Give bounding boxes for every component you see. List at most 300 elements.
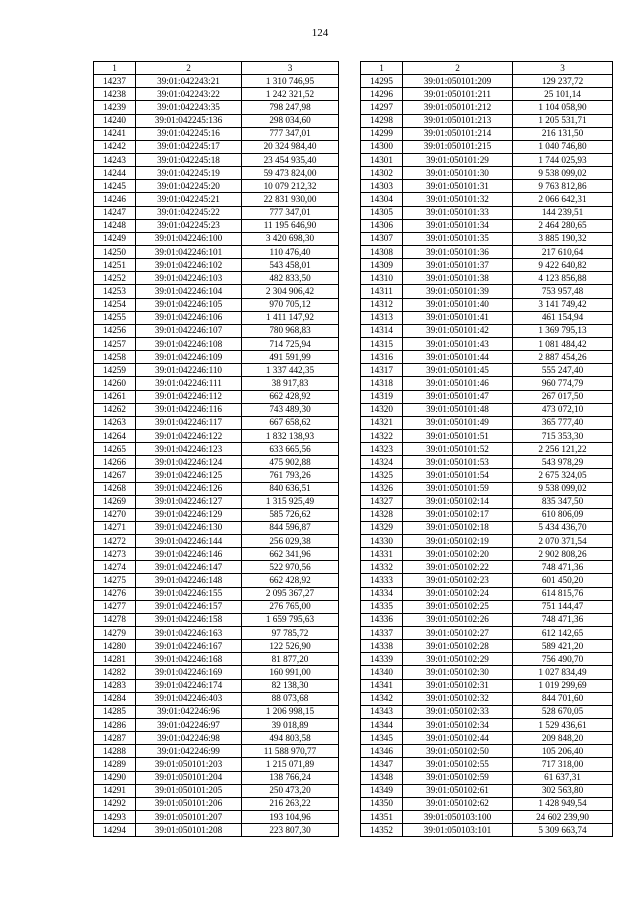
row-number-cell: 14339 (361, 653, 403, 666)
row-number-cell: 14295 (361, 75, 403, 88)
table-row (361, 377, 613, 390)
cadastral-number-cell: 39:01:042246:104 (136, 285, 242, 298)
table-row (361, 719, 613, 732)
row-number-cell: 14278 (94, 613, 136, 626)
row-number-cell: 14303 (361, 180, 403, 193)
cadastral-number-cell: 39:01:050101:43 (403, 337, 513, 350)
row-number-cell: 14265 (94, 443, 136, 456)
table-row (361, 456, 613, 469)
cadastral-number-cell: 39:01:042243:35 (136, 101, 242, 114)
cadastral-number-cell: 39:01:050101:209 (403, 75, 513, 88)
row-number-cell: 14333 (361, 574, 403, 587)
table-row (361, 429, 613, 442)
row-number-cell: 14352 (361, 824, 403, 837)
table-row (361, 666, 613, 679)
cadastral-number-cell: 39:01:050102:18 (403, 521, 513, 534)
table-row (361, 705, 613, 718)
value-cell: 780 968,83 (242, 324, 339, 337)
value-cell: 585 726,62 (242, 508, 339, 521)
cadastral-number-cell: 39:01:042246:100 (136, 232, 242, 245)
value-cell: 88 073,68 (242, 692, 339, 705)
table-row (94, 535, 339, 548)
table-row (94, 443, 339, 456)
cadastral-number-cell: 39:01:042245:17 (136, 140, 242, 153)
value-cell: 601 450,20 (513, 574, 613, 587)
table-row (94, 127, 339, 140)
table-row (94, 719, 339, 732)
row-number-cell: 14242 (94, 140, 136, 153)
cadastral-number-cell: 39:01:050101:214 (403, 127, 513, 140)
value-cell: 2 095 367,27 (242, 587, 339, 600)
cadastral-number-cell: 39:01:050101:49 (403, 416, 513, 429)
cadastral-number-cell: 39:01:050102:61 (403, 784, 513, 797)
row-number-cell: 14320 (361, 403, 403, 416)
table-row (94, 245, 339, 258)
cadastral-number-cell: 39:01:050102:34 (403, 719, 513, 732)
cadastral-number-cell: 39:01:050101:39 (403, 285, 513, 298)
value-cell: 491 591,99 (242, 351, 339, 364)
row-number-cell: 14304 (361, 193, 403, 206)
row-number-cell: 14250 (94, 245, 136, 258)
row-number-cell: 14290 (94, 771, 136, 784)
row-number-cell: 14289 (94, 758, 136, 771)
table-row (94, 561, 339, 574)
table-row (361, 482, 613, 495)
row-number-cell: 14263 (94, 416, 136, 429)
header-cell-3: 3 (513, 62, 613, 75)
value-cell: 365 777,40 (513, 416, 613, 429)
table-row (94, 219, 339, 232)
cadastral-number-cell: 39:01:042243:21 (136, 75, 242, 88)
table-row (361, 627, 613, 640)
table-row (361, 600, 613, 613)
cadastral-number-cell: 39:01:042246:107 (136, 324, 242, 337)
value-cell: 1 411 147,92 (242, 311, 339, 324)
cadastral-number-cell: 39:01:050102:22 (403, 561, 513, 574)
row-number-cell: 14253 (94, 285, 136, 298)
value-cell: 61 637,31 (513, 771, 613, 784)
row-number-cell: 14315 (361, 337, 403, 350)
table-row (94, 600, 339, 613)
cadastral-number-cell: 39:01:042246:155 (136, 587, 242, 600)
row-number-cell: 14335 (361, 600, 403, 613)
cadastral-number-cell: 39:01:050102:59 (403, 771, 513, 784)
header-cell-3: 3 (242, 62, 339, 75)
value-cell: 717 318,00 (513, 758, 613, 771)
value-cell: 97 785,72 (242, 627, 339, 640)
cadastral-number-cell: 39:01:050101:53 (403, 456, 513, 469)
row-number-cell: 14326 (361, 482, 403, 495)
cadastral-number-cell: 39:01:042246:117 (136, 416, 242, 429)
table-row (94, 705, 339, 718)
value-cell: 217 610,64 (513, 245, 613, 258)
table-row (94, 824, 339, 837)
row-number-cell: 14298 (361, 114, 403, 127)
table-row (361, 272, 613, 285)
table-row (361, 495, 613, 508)
row-number-cell: 14276 (94, 587, 136, 600)
row-number-cell: 14306 (361, 219, 403, 232)
table-row (361, 101, 613, 114)
cadastral-number-cell: 39:01:050101:211 (403, 88, 513, 101)
value-cell: 302 563,80 (513, 784, 613, 797)
value-cell: 38 917,83 (242, 377, 339, 390)
row-number-cell: 14338 (361, 640, 403, 653)
table-row (94, 285, 339, 298)
table-row (361, 784, 613, 797)
table-row (94, 403, 339, 416)
row-number-cell: 14244 (94, 167, 136, 180)
table-row (361, 351, 613, 364)
value-cell: 1 744 025,93 (513, 153, 613, 166)
cadastral-number-cell: 39:01:050101:46 (403, 377, 513, 390)
row-number-cell: 14350 (361, 797, 403, 810)
cadastral-number-cell: 39:01:050101:203 (136, 758, 242, 771)
row-number-cell: 14310 (361, 272, 403, 285)
row-number-cell: 14237 (94, 75, 136, 88)
table-row (94, 88, 339, 101)
value-cell: 844 701,60 (513, 692, 613, 705)
value-cell: 9 763 812,86 (513, 180, 613, 193)
table-row (361, 75, 613, 88)
row-number-cell: 14288 (94, 745, 136, 758)
value-cell: 2 902 808,26 (513, 548, 613, 561)
cadastral-number-cell: 39:01:042246:122 (136, 429, 242, 442)
row-number-cell: 14330 (361, 535, 403, 548)
cadastral-number-cell: 39:01:042246:111 (136, 377, 242, 390)
row-number-cell: 14271 (94, 521, 136, 534)
value-cell: 667 658,62 (242, 416, 339, 429)
value-cell: 1 242 321,52 (242, 88, 339, 101)
row-number-cell: 14332 (361, 561, 403, 574)
cadastral-number-cell: 39:01:050101:29 (403, 153, 513, 166)
cadastral-number-cell: 39:01:042245:136 (136, 114, 242, 127)
value-cell: 138 766,24 (242, 771, 339, 784)
table-row (361, 337, 613, 350)
row-number-cell: 14239 (94, 101, 136, 114)
value-cell: 555 247,40 (513, 364, 613, 377)
cadastral-number-cell: 39:01:042246:168 (136, 653, 242, 666)
table-row (94, 180, 339, 193)
cadastral-number-cell: 39:01:050102:29 (403, 653, 513, 666)
value-cell: 714 725,94 (242, 337, 339, 350)
cadastral-number-cell: 39:01:050102:26 (403, 613, 513, 626)
cadastral-number-cell: 39:01:050102:20 (403, 548, 513, 561)
value-cell: 5 309 663,74 (513, 824, 613, 837)
table-row (361, 732, 613, 745)
value-cell: 844 596,87 (242, 521, 339, 534)
cadastral-number-cell: 39:01:042246:99 (136, 745, 242, 758)
value-cell: 9 538 099,02 (513, 482, 613, 495)
cadastral-number-cell: 39:01:042246:102 (136, 259, 242, 272)
cadastral-number-cell: 39:01:042246:163 (136, 627, 242, 640)
value-cell: 612 142,65 (513, 627, 613, 640)
cadastral-number-cell: 39:01:050101:40 (403, 298, 513, 311)
row-number-cell: 14324 (361, 456, 403, 469)
value-cell: 298 034,60 (242, 114, 339, 127)
row-number-cell: 14293 (94, 811, 136, 824)
table-row (361, 206, 613, 219)
row-number-cell: 14307 (361, 232, 403, 245)
table-row (94, 324, 339, 337)
cadastral-number-cell: 39:01:050102:55 (403, 758, 513, 771)
table-row (361, 88, 613, 101)
cadastral-number-cell: 39:01:050101:45 (403, 364, 513, 377)
row-number-cell: 14285 (94, 705, 136, 718)
table-header-row (94, 62, 339, 75)
cadastral-number-cell: 39:01:050101:44 (403, 351, 513, 364)
table-row (94, 114, 339, 127)
cadastral-number-cell: 39:01:050101:215 (403, 140, 513, 153)
cadastral-number-cell: 39:01:050101:51 (403, 429, 513, 442)
table-row (361, 653, 613, 666)
table-row (361, 548, 613, 561)
table-row (94, 298, 339, 311)
table-row (94, 613, 339, 626)
value-cell: 39 018,89 (242, 719, 339, 732)
value-cell: 2 070 371,54 (513, 535, 613, 548)
cadastral-number-cell: 39:01:042246:146 (136, 548, 242, 561)
table-row (94, 416, 339, 429)
row-number-cell: 14311 (361, 285, 403, 298)
value-cell: 193 104,96 (242, 811, 339, 824)
table-row (94, 784, 339, 797)
table-row (361, 232, 613, 245)
value-cell: 223 807,30 (242, 824, 339, 837)
row-number-cell: 14334 (361, 587, 403, 600)
row-number-cell: 14321 (361, 416, 403, 429)
value-cell: 748 471,36 (513, 561, 613, 574)
table-row (94, 351, 339, 364)
row-number-cell: 14255 (94, 311, 136, 324)
table-row (361, 811, 613, 824)
table-row (94, 337, 339, 350)
table-row (361, 824, 613, 837)
cadastral-number-cell: 39:01:042245:18 (136, 153, 242, 166)
table-row (94, 390, 339, 403)
table-row (361, 416, 613, 429)
value-cell: 1 659 795,63 (242, 613, 339, 626)
value-cell: 276 765,00 (242, 600, 339, 613)
cadastral-number-cell: 39:01:042246:96 (136, 705, 242, 718)
row-number-cell: 14297 (361, 101, 403, 114)
value-cell: 1 215 071,89 (242, 758, 339, 771)
row-number-cell: 14348 (361, 771, 403, 784)
table-row (361, 574, 613, 587)
row-number-cell: 14347 (361, 758, 403, 771)
table-row (361, 140, 613, 153)
value-cell: 1 081 484,42 (513, 337, 613, 350)
table-row (94, 797, 339, 810)
cadastral-number-cell: 39:01:050102:44 (403, 732, 513, 745)
table-row (361, 745, 613, 758)
value-cell: 1 529 436,61 (513, 719, 613, 732)
value-cell: 9 422 640,82 (513, 259, 613, 272)
value-cell: 475 902,88 (242, 456, 339, 469)
table-row (94, 101, 339, 114)
table-row (94, 574, 339, 587)
table-row (361, 127, 613, 140)
row-number-cell: 14344 (361, 719, 403, 732)
row-number-cell: 14302 (361, 167, 403, 180)
header-cell-1: 1 (94, 62, 136, 75)
value-cell: 1 040 746,80 (513, 140, 613, 153)
value-cell: 543 978,29 (513, 456, 613, 469)
row-number-cell: 14262 (94, 403, 136, 416)
table-row (94, 193, 339, 206)
table-row (361, 469, 613, 482)
table-row (94, 508, 339, 521)
row-number-cell: 14287 (94, 732, 136, 745)
table-row (94, 587, 339, 600)
value-cell: 11 588 970,77 (242, 745, 339, 758)
value-cell: 798 247,98 (242, 101, 339, 114)
cadastral-number-cell: 39:01:050102:28 (403, 640, 513, 653)
table-row (361, 535, 613, 548)
row-number-cell: 14337 (361, 627, 403, 640)
value-cell: 122 526,90 (242, 640, 339, 653)
row-number-cell: 14245 (94, 180, 136, 193)
value-cell: 756 490,70 (513, 653, 613, 666)
cadastral-number-cell: 39:01:042246:167 (136, 640, 242, 653)
table-header-row (361, 62, 613, 75)
cadastral-number-cell: 39:01:050101:205 (136, 784, 242, 797)
table-row (361, 298, 613, 311)
value-cell: 3 885 190,32 (513, 232, 613, 245)
row-number-cell: 14258 (94, 351, 136, 364)
row-number-cell: 14275 (94, 574, 136, 587)
table-row (94, 521, 339, 534)
cadastral-number-cell: 39:01:050101:206 (136, 797, 242, 810)
table-row (94, 469, 339, 482)
left-table (93, 61, 339, 837)
value-cell: 528 670,05 (513, 705, 613, 718)
row-number-cell: 14305 (361, 206, 403, 219)
cadastral-number-cell: 39:01:050103:100 (403, 811, 513, 824)
table-row (94, 377, 339, 390)
row-number-cell: 14268 (94, 482, 136, 495)
table-row (361, 364, 613, 377)
value-cell: 23 454 935,40 (242, 153, 339, 166)
row-number-cell: 14249 (94, 232, 136, 245)
table-row (94, 732, 339, 745)
table-row (361, 167, 613, 180)
table-row (94, 548, 339, 561)
value-cell: 589 421,20 (513, 640, 613, 653)
cadastral-number-cell: 39:01:050101:41 (403, 311, 513, 324)
value-cell: 743 489,30 (242, 403, 339, 416)
cadastral-number-cell: 39:01:050102:23 (403, 574, 513, 587)
value-cell: 110 476,40 (242, 245, 339, 258)
cadastral-number-cell: 39:01:042246:98 (136, 732, 242, 745)
value-cell: 2 066 642,31 (513, 193, 613, 206)
row-number-cell: 14299 (361, 127, 403, 140)
cadastral-number-cell: 39:01:050102:30 (403, 666, 513, 679)
cadastral-number-cell: 39:01:042246:108 (136, 337, 242, 350)
table-row (361, 153, 613, 166)
table-row (361, 324, 613, 337)
value-cell: 777 347,01 (242, 206, 339, 219)
row-number-cell: 14325 (361, 469, 403, 482)
row-number-cell: 14269 (94, 495, 136, 508)
value-cell: 610 806,09 (513, 508, 613, 521)
value-cell: 1 205 531,71 (513, 114, 613, 127)
row-number-cell: 14349 (361, 784, 403, 797)
row-number-cell: 14317 (361, 364, 403, 377)
cadastral-number-cell: 39:01:042245:23 (136, 219, 242, 232)
value-cell: 3 420 698,30 (242, 232, 339, 245)
table-row (361, 285, 613, 298)
value-cell: 751 144,47 (513, 600, 613, 613)
cadastral-number-cell: 39:01:050101:32 (403, 193, 513, 206)
cadastral-number-cell: 39:01:050101:47 (403, 390, 513, 403)
header-cell-2: 2 (403, 62, 513, 75)
value-cell: 2 464 280,65 (513, 219, 613, 232)
value-cell: 209 848,20 (513, 732, 613, 745)
value-cell: 970 705,12 (242, 298, 339, 311)
value-cell: 461 154,94 (513, 311, 613, 324)
table-row (361, 797, 613, 810)
row-number-cell: 14316 (361, 351, 403, 364)
table-row (94, 429, 339, 442)
value-cell: 216 131,50 (513, 127, 613, 140)
value-cell: 160 991,00 (242, 666, 339, 679)
row-number-cell: 14329 (361, 521, 403, 534)
table-row (94, 153, 339, 166)
row-number-cell: 14247 (94, 206, 136, 219)
cadastral-number-cell: 39:01:050102:27 (403, 627, 513, 640)
table-row (361, 640, 613, 653)
row-number-cell: 14336 (361, 613, 403, 626)
table-row (94, 272, 339, 285)
table-row (361, 403, 613, 416)
value-cell: 543 458,01 (242, 259, 339, 272)
cadastral-number-cell: 39:01:042246:124 (136, 456, 242, 469)
value-cell: 5 434 436,70 (513, 521, 613, 534)
cadastral-number-cell: 39:01:042246:148 (136, 574, 242, 587)
value-cell: 753 957,48 (513, 285, 613, 298)
cadastral-number-cell: 39:01:050102:31 (403, 679, 513, 692)
table-row (94, 679, 339, 692)
row-number-cell: 14274 (94, 561, 136, 574)
row-number-cell: 14313 (361, 311, 403, 324)
table-row (94, 653, 339, 666)
value-cell: 761 793,26 (242, 469, 339, 482)
cadastral-number-cell: 39:01:042246:101 (136, 245, 242, 258)
value-cell: 216 263,22 (242, 797, 339, 810)
cadastral-number-cell: 39:01:042246:147 (136, 561, 242, 574)
table-row (94, 75, 339, 88)
row-number-cell: 14323 (361, 443, 403, 456)
row-number-cell: 14261 (94, 390, 136, 403)
cadastral-number-cell: 39:01:042246:127 (136, 495, 242, 508)
value-cell: 482 833,50 (242, 272, 339, 285)
row-number-cell: 14351 (361, 811, 403, 824)
row-number-cell: 14346 (361, 745, 403, 758)
row-number-cell: 14267 (94, 469, 136, 482)
cadastral-number-cell: 39:01:050101:30 (403, 167, 513, 180)
table-row (361, 245, 613, 258)
row-number-cell: 14308 (361, 245, 403, 258)
cadastral-number-cell: 39:01:050101:34 (403, 219, 513, 232)
table-row (361, 587, 613, 600)
row-number-cell: 14270 (94, 508, 136, 521)
value-cell: 835 347,50 (513, 495, 613, 508)
cadastral-number-cell: 39:01:042246:403 (136, 692, 242, 705)
row-number-cell: 14318 (361, 377, 403, 390)
row-number-cell: 14327 (361, 495, 403, 508)
value-cell: 1 019 299,69 (513, 679, 613, 692)
